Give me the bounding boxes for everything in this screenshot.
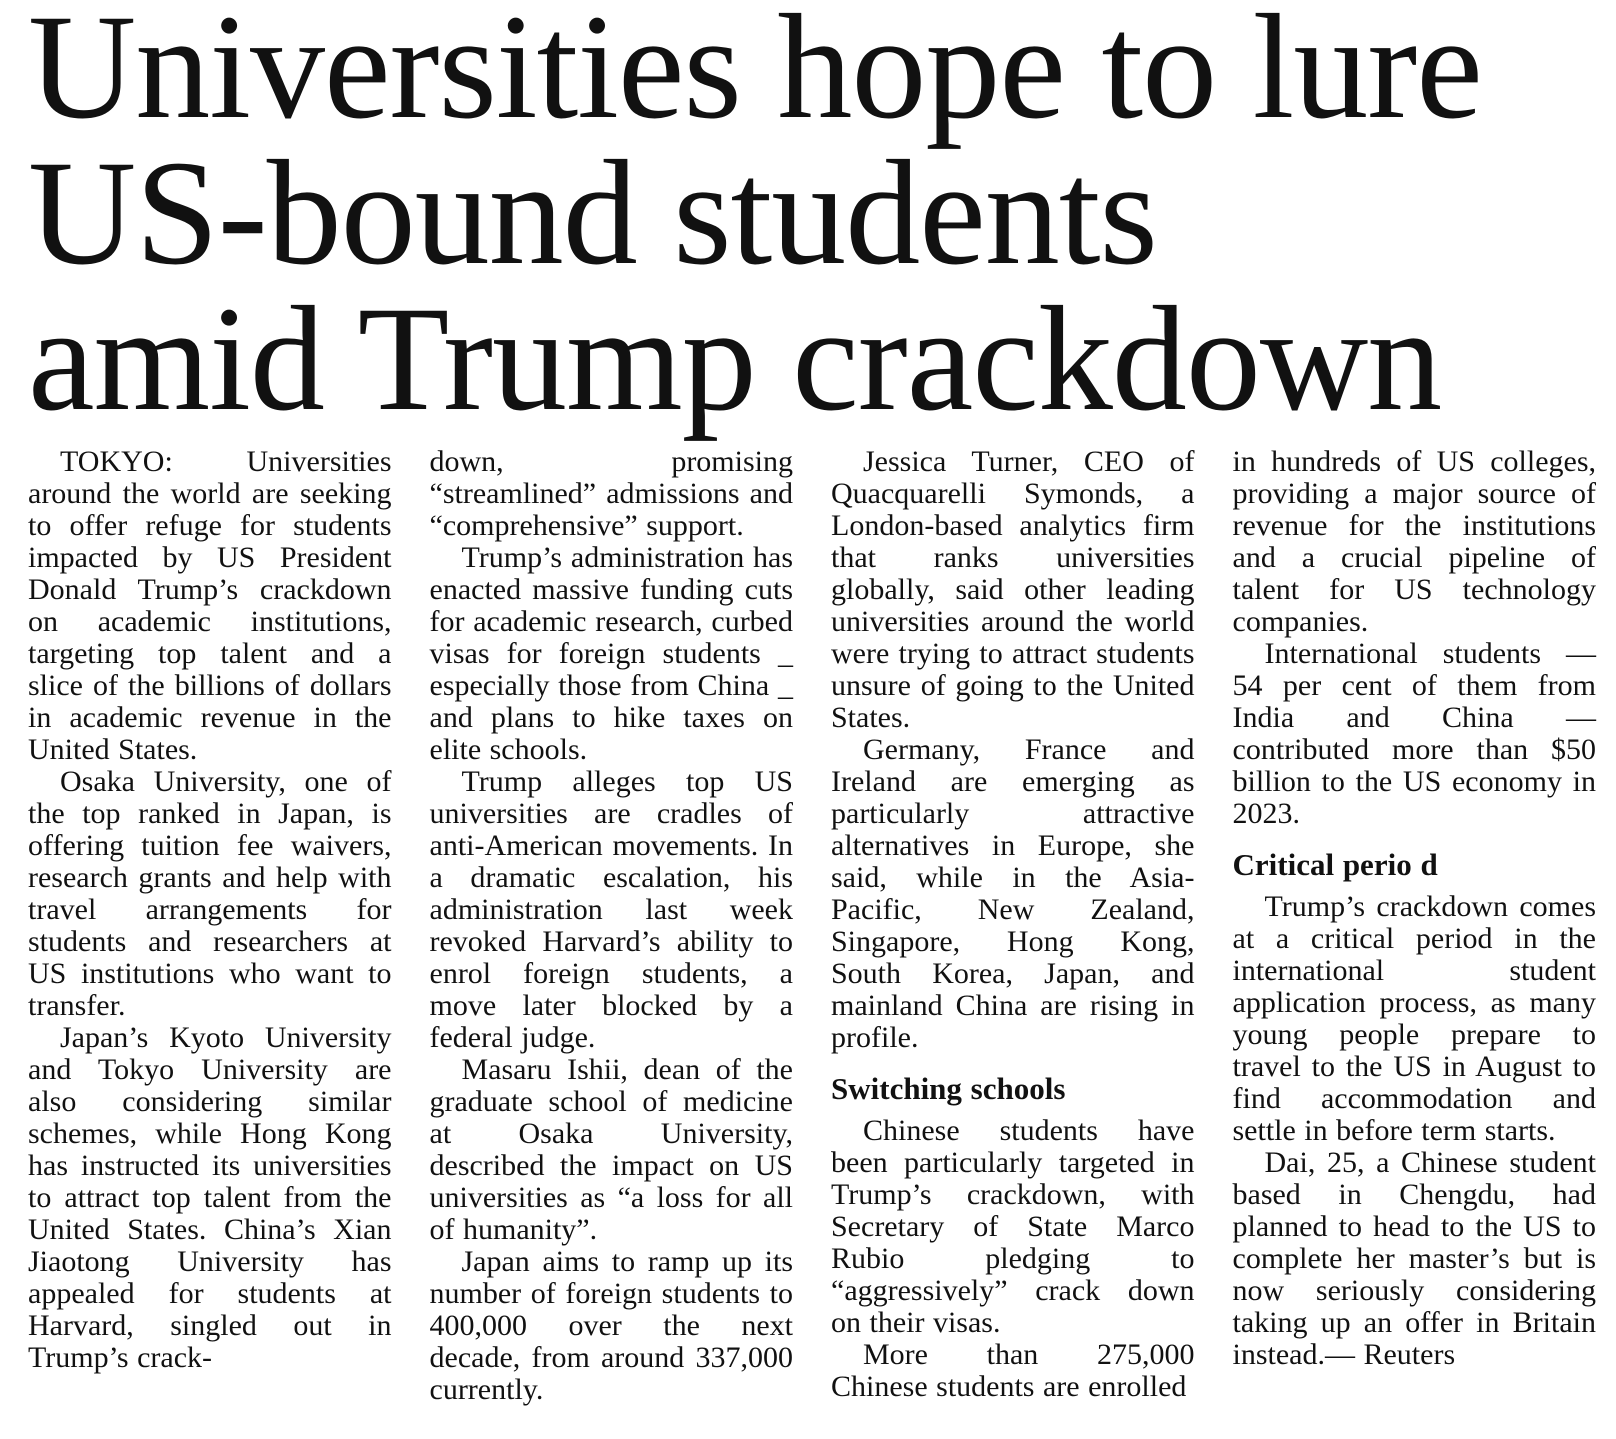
headline-line-3: amid Trump crackdown (28, 276, 1442, 442)
subhead-critical-period: Critical perio d (1232, 847, 1438, 882)
paragraph: Trump’s administration has enacted massive funding cuts for academic research, curbed visas for foreign students _ especially those from China _ and plans to hike taxes on elite schools. (429, 541, 793, 766)
paragraph-dateline-lead: TOKYO: Universities around the world are seeking to offer refuge for students impacted by US President Donald Trump’s crackdown on academic institutions, targeting top talent and a slice of the billions of dollars in academic revenue in the United States. (28, 445, 392, 766)
paragraph: Osaka University, one of the top ranked in Japan, is offering tuition fee waivers, research grants and help with travel arrangements for students and researchers at US institutions who want to transfer. (28, 765, 392, 1022)
paragraph-continuation: down, promising “streamlined” admissions and “comprehensive” support. (429, 445, 793, 542)
paragraph: Germany, France and Ireland are emerging as particularly attractive alternatives in Europe, she said, while in the Asia-Pacific, New Zealand, Singapore, Hong Kong, South Korea, Japan, and mainland China are rising in profile. (831, 733, 1195, 1054)
paragraph: Japan’s Kyoto University and Tokyo University are also considering similar schemes, while Hong Kong has instructed its universities to attract top talent from the United States. China’s Xian Jiaotong University has appealed for students at Harvard, singled out in Trump’s crack- (28, 1021, 392, 1374)
column-4 (1233, 446, 1597, 1406)
paragraph: Chinese students have been particularly targeted in Trump’s crackdown, with Secretary of State Marco Rubio pledging to “aggressively” crack down on their visas. (831, 1114, 1195, 1339)
column-2 (430, 446, 794, 1406)
subhead-switching-schools: Switching schools (831, 1071, 1066, 1106)
paragraph-continuation: in hundreds of US colleges, providing a major source of revenue for the institutions and a crucial pipeline of talent for US technology companies. (1232, 445, 1596, 638)
paragraph: Trump’s crackdown comes at a critical period in the international student application process, as many young people prepare to travel to the US in August to find accommodation and settle in before term starts. (1232, 890, 1596, 1147)
paragraph: International students — 54 per cent of them from India and China — contributed more than $50 billion to the US economy in 2023. (1232, 637, 1596, 830)
paragraph: Trump alleges top US universities are cradles of anti-American movements. In a dramatic escalation, his administration last week revoked Harvard’s ability to enrol foreign students, a move later blocked by a federal judge. (429, 765, 793, 1054)
headline-line-1: Universities hope to lure (28, 0, 1482, 150)
paragraph: Jessica Turner, CEO of Quacquarelli Symonds, a London-based analytics firm that ranks universities globally, said other leading universities around the world were trying to attract students unsure of going to the United States. (831, 445, 1195, 734)
paragraph: Masaru Ishii, dean of the graduate school of medicine at Osaka University, described the impact on US universities as “a loss for all of humanity”. (429, 1053, 793, 1246)
paragraph: More than 275,000 Chinese students are enrolled (831, 1338, 1195, 1403)
headline-line-2: US-bound students (28, 130, 1157, 296)
paragraph-wire-credit: Dai, 25, a Chinese student based in Chengdu, had planned to head to the US to complete her master’s but is now seriously considering taking up an offer in Britain instead.— Reuters (1232, 1146, 1596, 1371)
article-headline (28, 0, 1596, 442)
column-1 (28, 446, 392, 1406)
paragraph: Japan aims to ramp up its number of foreign students to 400,000 over the next decade, from around 337,000 currently. (429, 1245, 793, 1406)
article-body (28, 446, 1596, 1406)
column-3 (831, 446, 1195, 1406)
